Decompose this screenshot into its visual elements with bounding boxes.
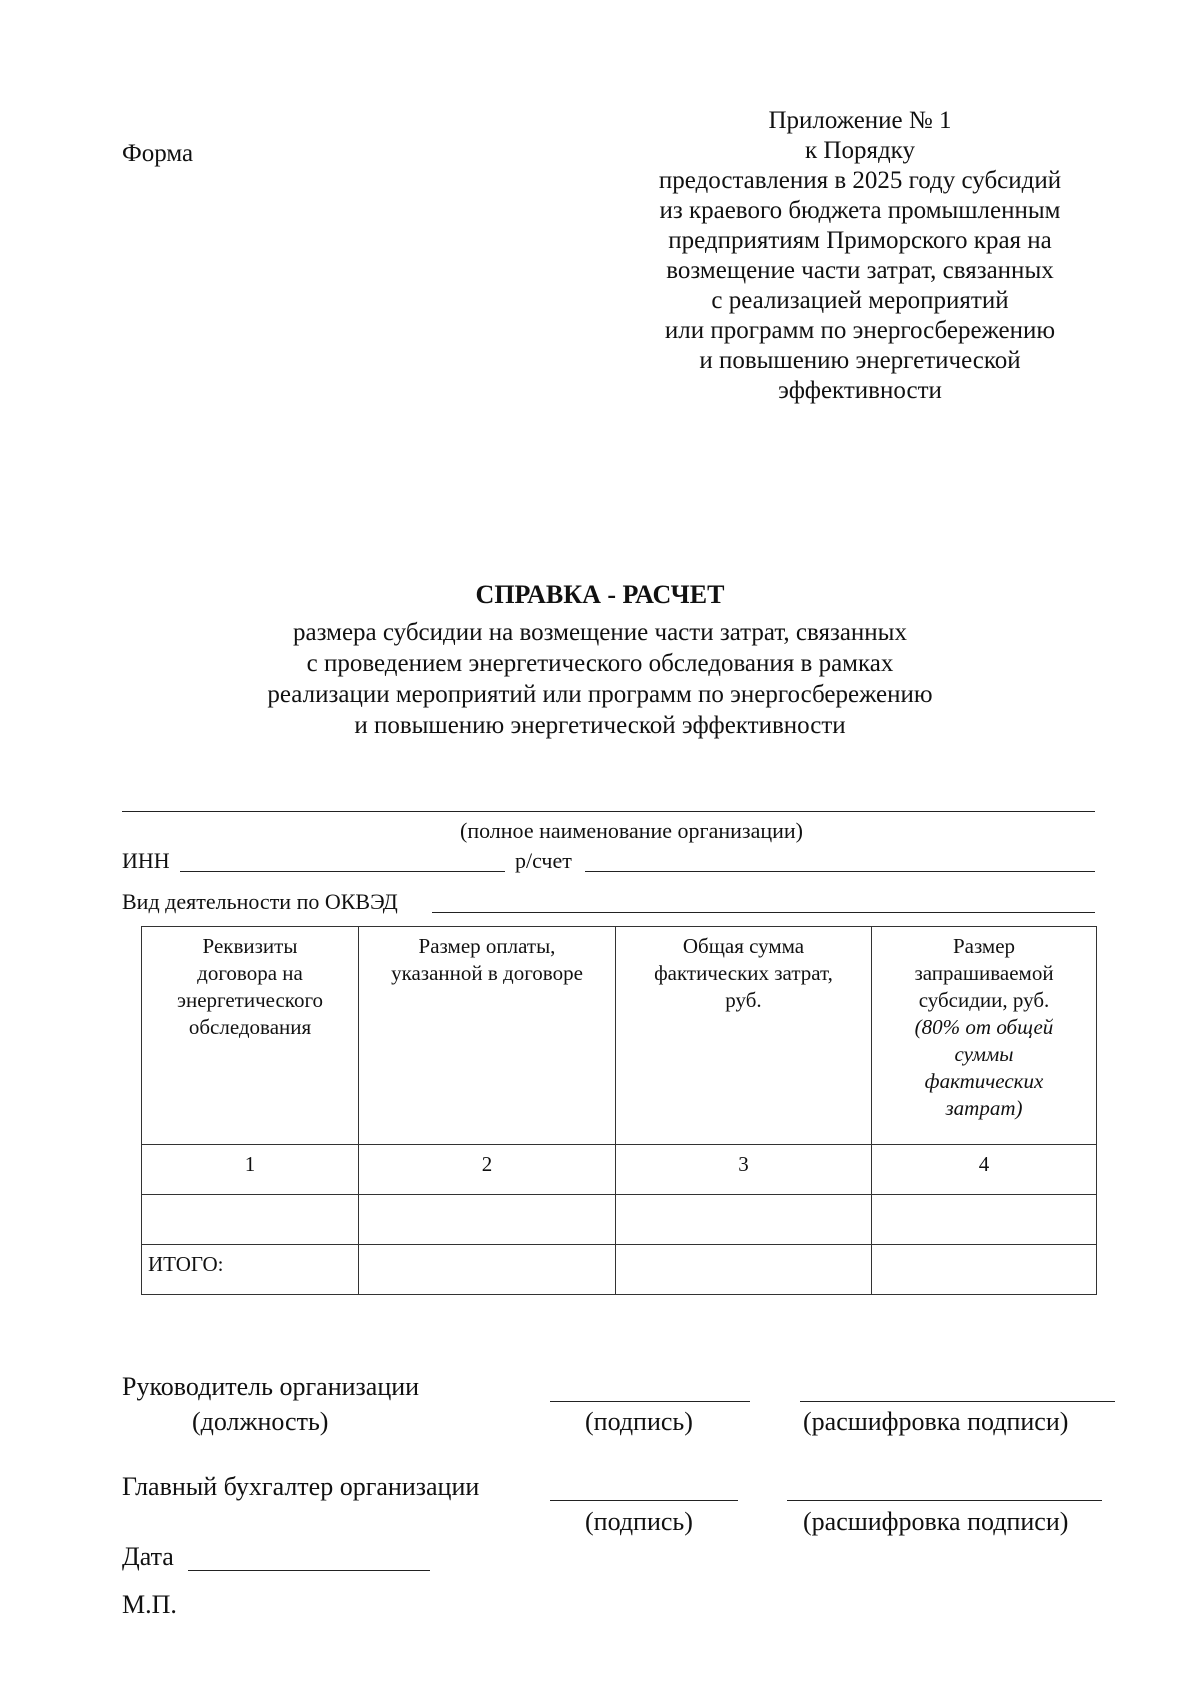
inn-field[interactable] (180, 871, 505, 872)
form-label: Форма (122, 140, 194, 167)
table-header-row (142, 927, 1097, 1145)
header-cell-payment: Размер оплаты, указанной в договоре (359, 927, 616, 1145)
column-number: 3 (616, 1145, 872, 1195)
okved-label: Вид деятельности по ОКВЭД (122, 889, 398, 914)
decoding-caption: (расшифровка подписи) (803, 1507, 1069, 1536)
appendix-line: предприятиям Приморского края на (668, 227, 1052, 254)
account-label: р/счет (515, 848, 572, 873)
subtitle-line: и повышению энергетической эффективности (354, 712, 846, 739)
date-field[interactable] (188, 1570, 430, 1571)
appendix-line: или программ по энергосбережению (664, 317, 1056, 344)
appendix-line: из краевого бюджета промышленным (659, 197, 1061, 224)
table-cell[interactable] (872, 1195, 1097, 1245)
appendix-line: Приложение № 1 (768, 107, 952, 134)
total-cell[interactable] (616, 1245, 872, 1295)
column-number: 2 (359, 1145, 616, 1195)
appendix-line: возмещение части затрат, связанных (666, 257, 1054, 284)
header-cell-subsidy: Размер запрашиваемой субсидии, руб. (80% от общей суммы фактических затрат) (872, 927, 1097, 1145)
column-number: 4 (872, 1145, 1097, 1195)
table-cell[interactable] (359, 1195, 616, 1245)
accountant-label: Главный бухгалтер организации (122, 1472, 480, 1501)
inn-label: ИНН (122, 848, 170, 873)
subsidy-note: (80% от общей (914, 1015, 1054, 1039)
header-cell-contract: Реквизиты договора на энергетического обследования (142, 927, 359, 1145)
stamp-label: М.П. (122, 1590, 177, 1619)
header-cell-total-costs: Общая сумма фактических затрат, руб. (616, 927, 872, 1145)
accountant-signature-line[interactable] (550, 1500, 738, 1501)
decoding-caption: (расшифровка подписи) (803, 1407, 1069, 1436)
document-subtitle (150, 617, 1050, 741)
subtitle-line: с проведением энергетического обследования в рамках (306, 650, 894, 677)
subtitle-line: размера субсидии на возмещение части затрат, связанных (293, 619, 907, 646)
appendix-line: и повышению энергетической (699, 347, 1021, 374)
appendix-block (610, 106, 1110, 406)
head-signature-line[interactable] (550, 1401, 750, 1402)
signature-caption: (подпись) (585, 1407, 693, 1436)
table-row (142, 1195, 1097, 1245)
column-number-row (142, 1145, 1097, 1195)
table-cell[interactable] (616, 1195, 872, 1245)
signature-caption: (подпись) (585, 1507, 693, 1536)
column-number: 1 (142, 1145, 359, 1195)
total-cell[interactable] (359, 1245, 616, 1295)
total-row (142, 1245, 1097, 1295)
appendix-line: эффективности (778, 377, 942, 404)
total-label: ИТОГО: (142, 1245, 359, 1295)
appendix-line: с реализацией мероприятий (711, 287, 1009, 314)
appendix-line: предоставления в 2025 году субсидий (658, 167, 1062, 194)
account-field[interactable] (585, 871, 1095, 872)
accountant-decoding-line[interactable] (787, 1500, 1102, 1501)
subtitle-line: реализации мероприятий или программ по энергосбережению (267, 681, 933, 708)
org-name-line[interactable] (122, 811, 1095, 812)
appendix-line: к Порядку (805, 137, 915, 164)
total-cell[interactable] (872, 1245, 1097, 1295)
head-decoding-line[interactable] (800, 1401, 1115, 1402)
table-cell[interactable] (142, 1195, 359, 1245)
subsidy-table (141, 926, 1097, 1295)
document-title: СПРАВКА - РАСЧЕТ (475, 580, 725, 609)
date-label: Дата (122, 1542, 174, 1571)
org-name-caption: (полное наименование организации) (460, 818, 803, 843)
okved-field[interactable] (432, 912, 1095, 913)
head-label: Руководитель организации (122, 1372, 420, 1401)
position-caption: (должность) (192, 1407, 329, 1436)
